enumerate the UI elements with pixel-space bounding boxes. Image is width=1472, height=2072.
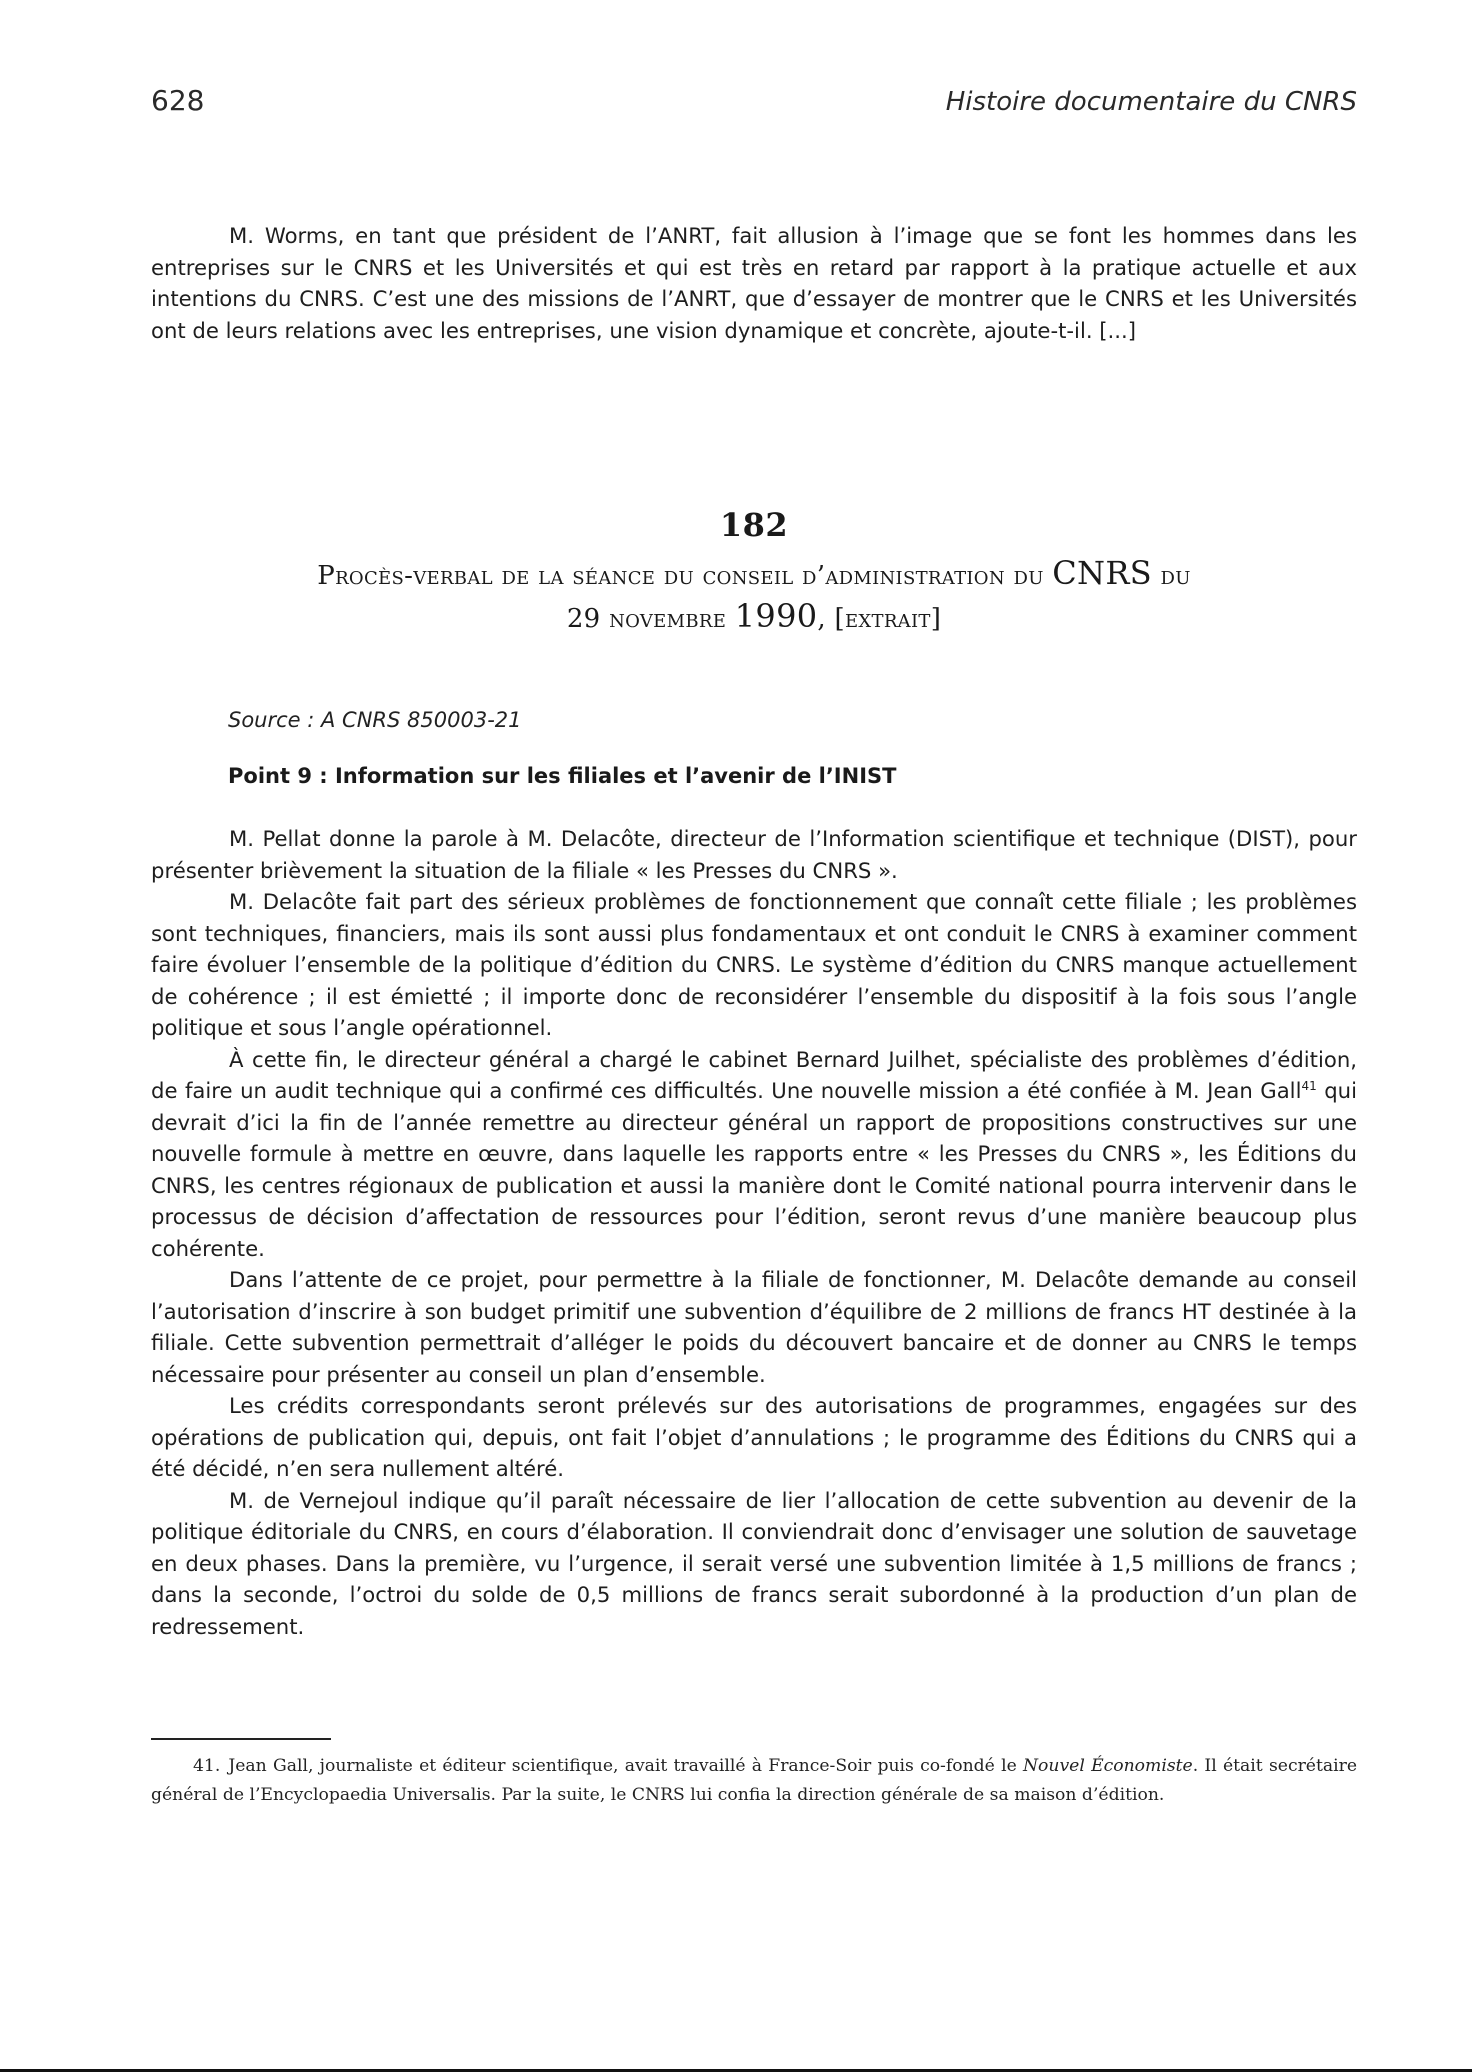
footnote-text: . Il était secrétaire général de l’Encyclopaedia Universalis. Par la suite, le CNRS lui confia la direction générale de sa maison d’édition. [151,1756,1357,1805]
paragraph: M. Pellat donne la parole à M. Delacôte, directeur de l’Information scientifique et technique (DIST), pour présenter brièvement la situation de la filiale « les Presses du CNRS ». [151,826,1357,883]
title-part: 1990 [734,597,818,635]
footnote-italic: Nouvel Économiste [1023,1756,1193,1776]
paragraph: Les crédits correspondants seront prélevés sur des autorisations de programmes, engagées sur des opérations de publication qui, depuis, ont fait l’objet d’annulations ; le programme des Éditions du CNRS qui a été décidé, n’en sera nullement altéré. [151,1393,1357,1481]
paragraph-text: À cette fin, le directeur général a chargé le cabinet Bernard Juilhet, spécialiste des problèmes d’édition, de faire un audit technique qui a confirmé ces difficultés. Une nouvelle mission a été confiée à M. Jean Gall [151,1046,1357,1103]
title-part: du [1151,561,1191,591]
paragraph: M. de Vernejoul indique qu’il paraît nécessaire de lier l’allocation de cette subvention au devenir de la politique éditoriale du CNRS, en cours d’élaboration. Il conviendrait donc d’envisager une solution de sauvetage en deux phases. Dans la première, vu l’urgence, il serait versé une subvention limitée à 1,5 millions de francs ; dans la seconde, l’octroi du solde de 0,5 millions de francs serait subordonné à la production d’un plan de redressement. [151,1487,1357,1639]
title-part: 29 novembre [566,604,735,634]
paragraph [151,1044,1357,1265]
paragraph: M. Delacôte fait part des sérieux problèmes de fonctionnement que connaît cette filiale ; les problèmes sont techniques, financiers, mais ils sont aussi plus fondamentaux et ont conduit le CNRS à examiner comment faire évoluer l’ensemble de la politique d’édition du CNRS. Le système d’édition du CNRS manque actuellement de cohérence ; il est émietté ; il importe donc de reconsidérer l’ensemble du dispositif à la fois sous l’angle politique et sous l’angle opérationnel. [151,889,1357,1040]
document-heading [151,503,1357,639]
document-number: 182 [719,506,789,544]
document-title [151,553,1357,639]
page-number: 628 [151,84,205,117]
footnote-number: 41. [193,1756,221,1776]
source-reference: Source : A CNRS 850003-21 [228,708,522,732]
book-title: Histoire documentaire du CNRS [945,87,1357,117]
title-part: Procès-verbal de la séance du conseil d’administration du [317,561,1053,591]
footnote [151,1752,1357,1810]
intro-paragraph: M. Worms, en tant que président de l’ANRT, fait allusion à l’image que se font les hommes dans les entreprises sur le CNRS et les Universités et qui est très en retard par rapport à la pratique actuelle et aux intentions du CNRS. C’est une des missions de l’ANRT, que d’essayer de montrer que le CNRS et les Universités ont de leurs relations avec les entreprises, une vision dynamique et concrète, ajoute-t-il. [...] [151,223,1357,343]
title-part: , [extrait] [817,604,942,634]
footnote-text: Jean Gall, journaliste et éditeur scientifique, avait travaillé à France-Soir puis co-fondé le [228,1756,1023,1776]
intro-block [151,220,1357,346]
paragraph: Dans l’attente de ce projet, pour permettre à la filiale de fonctionner, M. Delacôte demande au conseil l’autorisation d’inscrire à son budget primitif une subvention d’équilibre de 2 millions de francs HT destinée à la filiale. Cette subvention permettrait d’alléger le poids du découvert bancaire et de donner au CNRS le temps nécessaire pour présenter au conseil un plan d’ensemble. [151,1267,1357,1387]
paragraph-text: qui devrait d’ici la fin de l’année remettre au directeur général un rapport de propositions constructives sur une nouvelle formule à mettre en œuvre, dans laquelle les rapports entre « les Presses du CNRS », les Éditions du CNRS, les centres régionaux de publication et aussi la manière dont le Comité national pourra intervenir dans le processus de décision d’affectation de ressources pour l’édition, seront revus d’une manière beaucoup plus cohérente. [151,1078,1357,1261]
footnote-divider [151,1738,331,1740]
agenda-point-heading: Point 9 : Information sur les filiales et l’avenir de l’INIST [228,764,897,788]
footnote-reference[interactable]: 41 [1301,1078,1317,1093]
running-head [151,84,1357,124]
title-part: CNRS [1052,554,1152,592]
main-body [151,823,1357,1642]
